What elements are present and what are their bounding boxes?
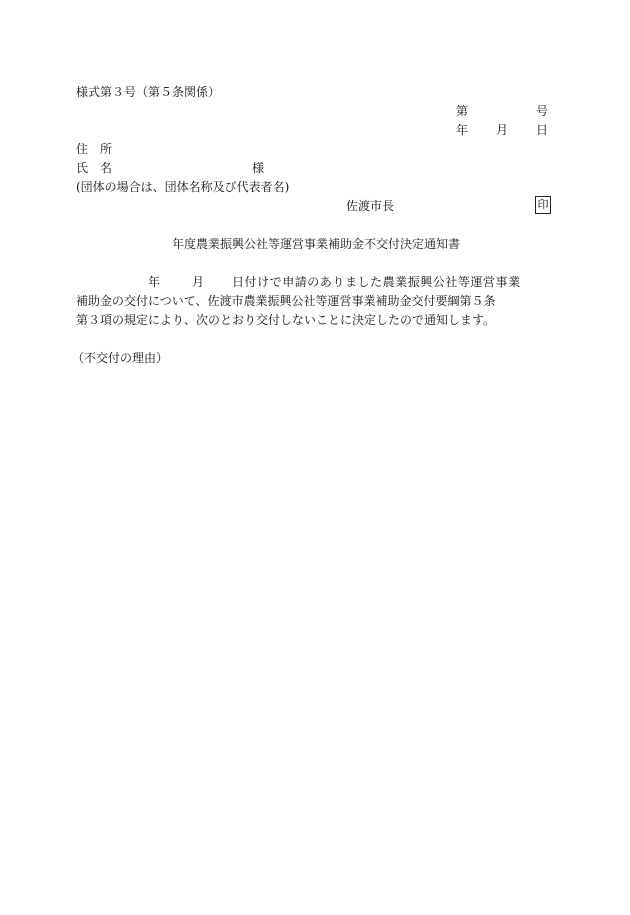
body-date-month: 月 <box>192 275 205 289</box>
document-number-dai: 第 <box>456 104 469 118</box>
document-number-go: 号 <box>536 104 549 118</box>
issue-date-month: 月 <box>496 123 509 137</box>
form-number: 様式第３号（第５条関係） <box>76 85 221 99</box>
body-line-1: 日付けで申請のありました農業振興公社等運営事業 <box>232 275 521 289</box>
group-note: (団体の場合は、団体名称及び代表者名) <box>76 180 290 194</box>
honorific-sama: 様 <box>252 161 265 175</box>
issuer-title: 佐渡市長 <box>346 199 395 213</box>
body-line-3: 第３項の規定により、次のとおり交付しないことに決定したので通知します。 <box>76 313 496 327</box>
reason-label: （不交付の理由） <box>72 351 169 365</box>
issue-date-day: 日 <box>536 123 549 137</box>
name-label: 氏 名 <box>76 161 113 175</box>
seal-mark: 印 <box>535 196 551 214</box>
body-line-2: 補助金の交付について、佐渡市農業振興公社等運営事業補助金交付要綱第５条 <box>76 294 496 308</box>
document-title: 年度農業振興公社等運営事業補助金不交付決定通知書 <box>172 237 461 251</box>
body-date-year: 年 <box>148 275 161 289</box>
address-label: 住 所 <box>76 142 113 156</box>
issue-date-year: 年 <box>456 123 469 137</box>
